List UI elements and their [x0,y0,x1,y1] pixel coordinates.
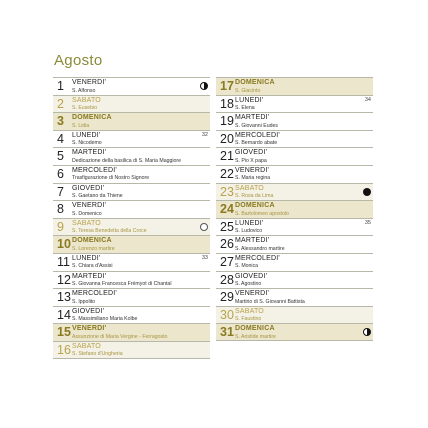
saint-name: S. Agostino [235,281,262,288]
saint-name: S. Teresa Benedetta della Croce [72,228,147,235]
day-row [53,165,210,183]
day-number: 12 [57,272,71,287]
day-row [53,147,210,165]
saint-name: S. Aristide martire [235,333,276,340]
day-number: 19 [220,114,234,129]
day-number: 26 [220,237,234,252]
saint-name: S. Chiara d'Assisi [72,263,113,270]
saint-name: S. Massimiliano Maria Kolbe [72,316,138,323]
day-name: LUNEDI' [235,96,264,104]
saint-name: Martirio di S. Giovanni Battista [235,298,305,305]
saint-name: S. Rosa da Lima [235,193,274,200]
day-row [53,200,210,218]
day-name: SABATO [235,307,264,315]
calendar-column-left [53,77,210,359]
week-number: 32 [201,131,208,138]
day-number: 17 [220,79,234,93]
saint-name: Dedicazione della basilica di S. Maria Maggiore [72,157,181,164]
new-moon-icon [200,223,208,231]
saint-name: S. Alessandro martire [235,245,285,252]
day-name: MERCOLEDI' [72,166,117,174]
saint-name: S. Elena [235,105,255,112]
day-name: LUNEDI' [72,254,101,262]
saint-name: S. Pio X papa [235,157,267,164]
day-number: 22 [220,166,234,181]
day-row [53,306,210,324]
saint-name: S. Nicodemo [72,140,102,147]
day-name: VENERDI' [72,79,107,86]
day-name: DOMENICA [72,237,112,245]
day-name: SABATO [72,219,101,227]
saint-name: S. Giovanna Francesca Frémyot di Chantal [72,281,172,288]
day-row [53,95,210,113]
day-number: 15 [57,325,71,340]
day-number: 24 [220,202,234,217]
day-number: 5 [57,149,64,164]
day-row [216,271,373,289]
day-number: 29 [220,290,234,305]
saint-name: S. Giacinto [235,87,261,94]
day-number: 16 [57,342,71,357]
day-number: 10 [57,237,71,252]
day-name: SABATO [235,184,264,192]
saint-name: S. Domenico [72,210,102,217]
day-number: 28 [220,272,234,287]
saint-name: Trasfigurazione di Nostro Signore [72,175,150,182]
saint-name: S. Lidia [72,122,90,129]
day-row [216,218,373,236]
day-row [216,323,373,341]
day-row [53,183,210,201]
day-row [216,200,373,218]
week-number: 33 [201,254,208,261]
day-row [216,112,373,130]
day-name: DOMENICA [235,202,275,210]
day-row [53,235,210,253]
saint-name: S. Ludovico [235,228,263,235]
day-number: 23 [220,184,234,199]
day-number: 9 [57,219,64,234]
day-number: 2 [57,96,64,111]
full-moon-icon [363,188,371,196]
day-number: 21 [220,149,234,164]
day-name: MARTEDI' [235,237,270,245]
day-name: GIOVEDI' [72,307,105,315]
day-row [216,306,373,324]
day-name: GIOVEDI' [235,149,268,157]
saint-name: S. Faustino [235,316,262,323]
day-row [53,288,210,306]
day-name: MARTEDI' [72,272,107,280]
day-name: MARTEDI' [235,114,270,122]
half-moon-icon [363,328,371,336]
day-name: DOMENICA [72,114,112,122]
day-number: 20 [220,131,234,146]
day-number: 18 [220,96,234,111]
calendar-column-right [216,77,373,341]
day-row [53,218,210,236]
day-row [53,271,210,289]
day-number: 27 [220,254,234,269]
day-name: MARTEDI' [72,149,107,157]
day-row [216,95,373,113]
month-title: Agosto [54,52,103,69]
day-name: LUNEDI' [235,219,264,227]
half-moon-icon [200,82,208,90]
day-number: 25 [220,219,234,234]
day-number: 3 [57,114,64,129]
day-row [216,235,373,253]
day-row [216,288,373,306]
day-row [216,183,373,201]
day-number: 6 [57,166,64,181]
saint-name: S. Maria regina [235,175,271,182]
day-name: MERCOLEDI' [72,290,117,298]
day-row [53,253,210,271]
day-name: DOMENICA [235,79,275,86]
saint-name: S. Giovanni Eudes [235,122,278,129]
day-number: 7 [57,184,64,199]
saint-name: S. Gaetano da Thiene [72,193,123,200]
day-row [53,112,210,130]
day-number: 11 [57,254,70,269]
week-number: 35 [364,219,371,226]
day-number: 4 [57,131,64,146]
day-name: VENERDI' [235,166,270,174]
saint-name: S. Eusebio [72,105,98,112]
saint-name: Assunzione di Maria Vergine - Ferragosto [72,333,168,340]
day-number: 13 [57,290,71,305]
day-row [216,253,373,271]
day-number: 14 [57,307,71,322]
day-name: VENERDI' [72,325,107,333]
day-row [216,77,373,95]
day-name: DOMENICA [235,325,275,333]
week-number: 34 [364,96,371,103]
day-row [216,165,373,183]
day-row [53,341,210,359]
day-name: MERCOLEDI' [235,254,280,262]
day-row [216,130,373,148]
day-name: VENERDI' [235,290,270,298]
day-name: SABATO [72,342,101,350]
day-row [216,147,373,165]
saint-name: S. Ippolito [72,298,96,305]
day-number: 1 [57,79,64,93]
day-name: LUNEDI' [72,131,101,139]
saint-name: S. Stefano d'Ungheria [72,351,123,358]
day-name: GIOVEDI' [72,184,105,192]
day-number: 30 [220,307,234,322]
saint-name: S. Alfonso [72,87,96,94]
day-name: SABATO [72,96,101,104]
day-row [53,77,210,95]
day-row [53,130,210,148]
day-number: 8 [57,202,64,217]
day-name: VENERDI' [72,202,107,210]
day-row [53,323,210,341]
saint-name: S. Bernardo abate [235,140,278,147]
day-name: GIOVEDI' [235,272,268,280]
saint-name: S. Monica [235,263,259,270]
day-number: 31 [220,325,234,340]
saint-name: S. Bartolomeo apostolo [235,210,289,217]
day-name: MERCOLEDI' [235,131,280,139]
saint-name: S. Lorenzo martire [72,245,115,252]
